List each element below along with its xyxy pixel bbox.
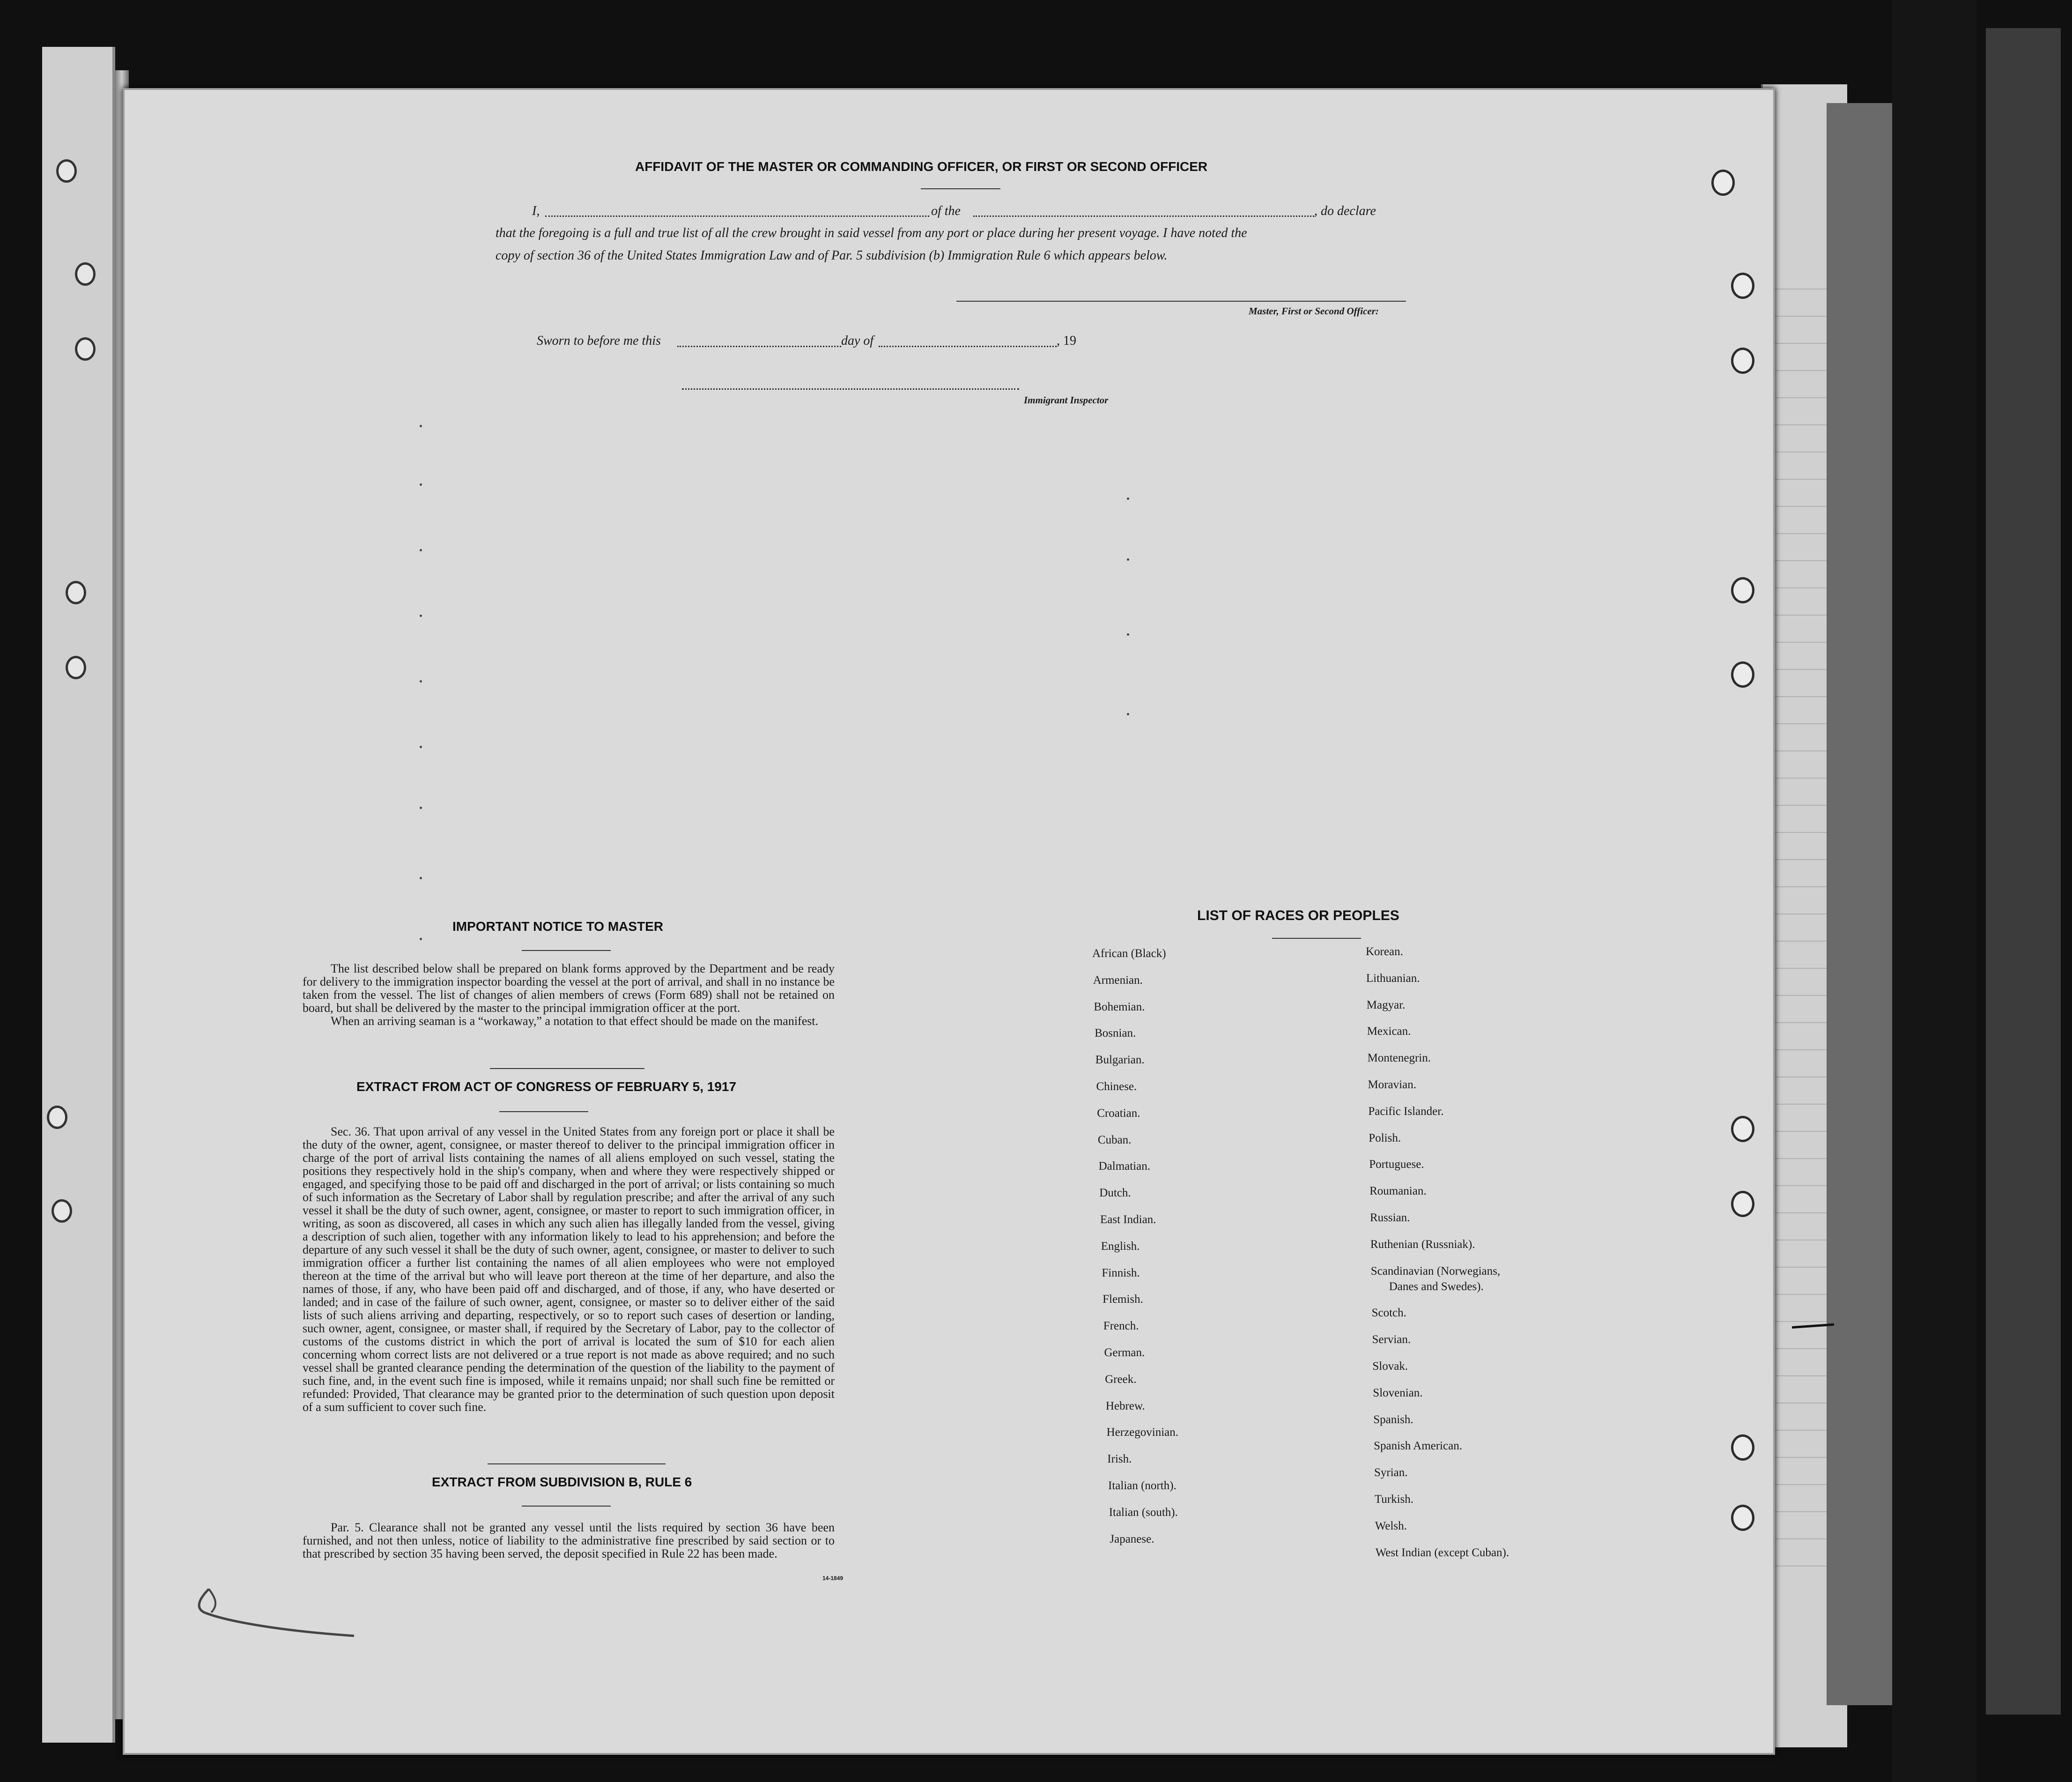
sworn-day-field[interactable] [677, 346, 841, 347]
race-entry: Portuguese. [1369, 1158, 1424, 1171]
punch-hole [1731, 273, 1754, 299]
race-entry: Servian. [1372, 1333, 1411, 1346]
sworn-start: Sworn to before me this [537, 334, 661, 348]
race-entry: Pacific Islander. [1368, 1105, 1444, 1118]
binder-hole [75, 337, 96, 361]
notice-paragraph: The list described below shall be prepared on blank forms approved by the Department and be ready for delivery to the immigration inspector boarding the vessel at the port of arrival, and shall in no instance be taken from the vessel. The list of changes of alien members of crews (Form 689) shall not be retained on board, but shall be delivered by the master to the principal immigration officer at the port. [303, 962, 835, 1015]
race-entry: Flemish. [1103, 1293, 1143, 1306]
race-entry: Danes and Swedes). [1389, 1280, 1484, 1293]
rule-extract-body [303, 1521, 835, 1560]
sworn-month-field[interactable] [879, 346, 1057, 347]
race-entry: German. [1104, 1346, 1145, 1359]
ledger-lines [1775, 262, 1831, 1574]
section-rule [488, 1463, 666, 1464]
race-entry: Turkish. [1374, 1492, 1414, 1506]
adjacent-page-scrap [1986, 28, 2061, 1715]
race-entry: Russian. [1370, 1211, 1410, 1224]
affidavit-line1-mid: of the [931, 204, 961, 218]
act-extract-body [303, 1125, 835, 1414]
notice-body [303, 962, 835, 1028]
act-extract-title: EXTRACT FROM ACT OF CONGRESS OF FEBRUARY 5, 1917 [356, 1079, 737, 1094]
rule-extract-rule [522, 1506, 611, 1507]
binder-hole [75, 262, 96, 286]
binder-strip [42, 47, 115, 1743]
races-title: LIST OF RACES OR PEOPLES [1197, 908, 1399, 923]
act-extract-text: Sec. 36. That upon arrival of any vessel in the United States from any foreign port or place it shall be the duty of the owner, agent, consignee, or master thereof to deliver to the principal immigration officer in charge of the port of arrival lists containing the names of all aliens employed on such vessel, stating the positions they respectively hold in the ship's company, when and where they were respectively shipped or engaged, and specifying those to be paid off and discharged in the port of arrival; or lists containing so much of such information as the Secretary of Labor shall by regulation prescribe; and after the arrival of any such vessel it shall be the duty of such owner, agent, consignee, or master to report to such immigration officer, in writing, as soon as discovered, all cases in which any such alien has illegally landed from the vessel, giving a description of such alien, together with any information likely to lead to his apprehension; and before the departure of any such vessel it shall be the duty of such owner, agent, consignee, or master to deliver to such immigration officer a further list containing the names of all alien employees who were not employed thereon at the time of the arrival but who will leave port thereon at the time of her departure, and also the names of those, if any, who have been paid off and discharged, and of those, if any, who have deserted or landed; and in case of the failure of such owner, agent, consignee, or master so to deliver either of the said lists of such aliens arriving and departing, respectively, or so to report such cases of desertion or landing, such owner, agent, consignee, or master shall, if required by the Secretary of Labor, pay to the collector of customs of the customs district in which the port of arrival is located the sum of $10 for each alien concerning whom correct lists are not delivered or a true report is not made as above required; and no such vessel shall be granted clearance pending the determination of the question of the liability to the payment of such fine, and, in the event such fine is imposed, while it remains unpaid; nor shall such fine be remitted or refunded: Provided, That clearance may be granted prior to the determination of such question upon deposit of a sum sufficient to cover such fine. [303, 1125, 835, 1414]
race-entry: Bulgarian. [1095, 1054, 1145, 1067]
race-entry: Italian (north). [1108, 1479, 1177, 1492]
race-entry: Syrian. [1374, 1466, 1408, 1479]
notice-paragraph: When an arriving seaman is a “workaway,” a notation to that effect should be made on the manifest. [331, 1014, 819, 1028]
binder-hole [52, 1199, 72, 1223]
dot-mark [420, 877, 422, 879]
race-entry: Magyar. [1366, 998, 1406, 1011]
race-entry: Finnish. [1102, 1266, 1140, 1279]
race-entry: Greek. [1105, 1373, 1137, 1386]
dot-mark [420, 807, 422, 809]
punch-hole [1731, 577, 1754, 603]
affidavit-line1-end: , do declare [1314, 204, 1376, 218]
race-entry: Montenegrin. [1367, 1052, 1431, 1065]
act-rule [499, 1111, 588, 1112]
vessel-name-field[interactable] [973, 215, 1314, 217]
master-signature-line[interactable] [956, 301, 1406, 302]
race-entry: Herzegovinian. [1106, 1426, 1178, 1439]
binder-hole [47, 1106, 67, 1129]
dot-mark [1127, 713, 1129, 715]
inspector-signature-line[interactable] [682, 388, 1019, 390]
dot-mark [420, 425, 422, 427]
dot-mark [420, 680, 422, 683]
race-entry: African (Black) [1092, 947, 1166, 960]
punch-hole [1731, 1434, 1754, 1461]
punch-hole [1731, 1191, 1754, 1217]
punch-hole [1731, 661, 1754, 688]
dot-mark [420, 938, 422, 940]
dark-margin [1892, 0, 1976, 1782]
race-entry: Roumanian. [1369, 1185, 1427, 1198]
race-entry: Hebrew. [1105, 1399, 1145, 1412]
rule-extract-title: EXTRACT FROM SUBDIVISION B, RULE 6 [432, 1475, 692, 1489]
affidavit-line1-start: I, [532, 204, 540, 218]
punch-hole [1731, 1116, 1754, 1142]
dot-mark [420, 746, 422, 748]
punch-hole [1711, 170, 1735, 196]
dot-mark [1127, 497, 1129, 500]
form-number: 14-1849 [822, 1575, 844, 1582]
race-entry: Polish. [1369, 1131, 1401, 1144]
race-entry: Welsh. [1375, 1519, 1407, 1532]
affidavit-line2: that the foregoing is a full and true list of all the crew brought in said vessel from any port or place during her present voyage. I have noted the [496, 226, 1247, 240]
sworn-mid: day of [841, 334, 874, 348]
master-name-field[interactable] [545, 215, 929, 217]
punch-hole [1731, 348, 1754, 374]
race-entry: Cuban. [1097, 1133, 1132, 1146]
race-entry: Scandinavian (Norwegians, [1370, 1264, 1501, 1277]
notice-title: IMPORTANT NOTICE TO MASTER [452, 919, 664, 934]
race-entry: Moravian. [1368, 1078, 1416, 1091]
notice-rule [522, 950, 611, 951]
race-entry: Chinese. [1096, 1080, 1137, 1093]
race-entry: Mexican. [1367, 1025, 1411, 1038]
race-entry: Bosnian. [1095, 1027, 1136, 1040]
race-entry: Irish. [1107, 1453, 1132, 1466]
race-entry: French. [1103, 1320, 1139, 1333]
races-rule [1272, 938, 1361, 939]
dot-mark [420, 549, 422, 551]
race-entry: Armenian. [1093, 973, 1143, 987]
section-rule [490, 1068, 644, 1069]
race-entry: English. [1101, 1240, 1140, 1253]
race-entry: Bohemian. [1094, 1000, 1145, 1013]
race-entry: Dalmatian. [1098, 1160, 1150, 1173]
race-entry: West Indian (except Cuban). [1375, 1546, 1510, 1559]
race-entry: Japanese. [1110, 1532, 1154, 1545]
race-entry: East Indian. [1100, 1213, 1156, 1226]
dot-mark [420, 615, 422, 617]
race-entry: Italian (south). [1109, 1506, 1178, 1519]
inspector-caption: Immigrant Inspector [1024, 394, 1109, 406]
master-caption: Master, First or Second Officer: [1249, 305, 1379, 317]
rule-extract-text: Par. 5. Clearance shall not be granted any vessel until the lists required by section 36 have been furnished, and not then unless, notice of liability to the administrative fine prescribed by said section or to that prescribed by section 35 having been served, the deposit specified in Rule 22 has been made. [303, 1521, 835, 1560]
race-entry: Croatian. [1097, 1106, 1140, 1120]
race-entry: Slovak. [1372, 1359, 1408, 1373]
dot-mark [420, 483, 422, 486]
race-entry: Spanish American. [1374, 1440, 1462, 1453]
affidavit-line3: copy of section 36 of the United States Immigration Law and of Par. 5 subdivision (b) Immigration Rule 6 which appears below. [496, 248, 1168, 263]
pencil-stroke [190, 1580, 359, 1641]
title-rule [921, 188, 1000, 189]
race-entry: Slovenian. [1373, 1386, 1423, 1399]
race-entry: Lithuanian. [1366, 972, 1420, 985]
binder-hole [56, 159, 77, 183]
manifest-back-page [123, 88, 1775, 1755]
race-entry: Dutch. [1099, 1187, 1131, 1200]
binder-hole [66, 656, 86, 679]
binder-hole [66, 581, 86, 604]
race-entry: Ruthenian (Russniak). [1370, 1238, 1475, 1251]
race-entry: Korean. [1366, 945, 1403, 958]
sworn-end: , 19 [1057, 334, 1076, 348]
race-entry: Scotch. [1371, 1307, 1406, 1320]
race-entry: Spanish. [1373, 1413, 1413, 1426]
affidavit-title: AFFIDAVIT OF THE MASTER OR COMMANDING OFFICER, OR FIRST OR SECOND OFFICER [635, 159, 1208, 174]
dot-mark [1127, 633, 1129, 636]
dot-mark [1127, 558, 1129, 561]
punch-hole [1731, 1505, 1754, 1531]
adjacent-page-shadow [1827, 103, 1892, 1705]
